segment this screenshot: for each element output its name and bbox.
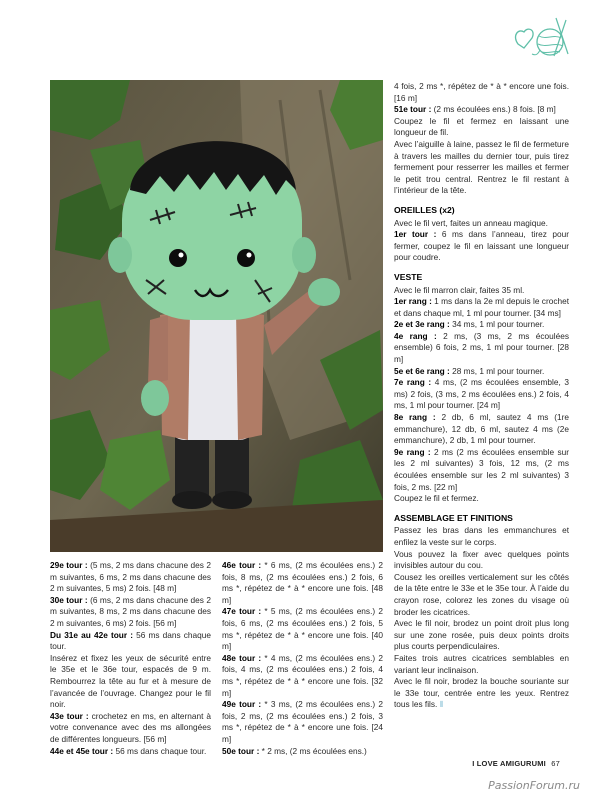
row-label: 4e rang : [394, 330, 437, 341]
row-instructions: 56 ms dans chaque tour. [113, 745, 207, 756]
row-label: 49e tour : [222, 699, 262, 710]
instruction-paragraph: Cousez les oreilles verticalement sur les côtés de la tête entre le 33e et le 35e tour. À l’aide du crayon rose, colorez les zones du visage où broder les cicatrices. [394, 571, 569, 617]
instruction-paragraph: Coupez le fil et fermez en laissant une longueur de fil. [394, 115, 569, 138]
instruction-paragraph: Passez les bras dans les emmanchures et enfilez la veste sur le corps. [394, 525, 569, 547]
instruction-paragraph: Avec le fil noir, brodez la bouche souriante sur le 33e tour, centrée entre les yeux. Rentrez tous les fils. ⦀ [394, 676, 569, 710]
pattern-row [394, 331, 569, 366]
amigurumi-photo [50, 80, 383, 552]
instruction-paragraph: Coupez le fil et fermez. [394, 493, 479, 504]
pattern-row [50, 595, 211, 630]
row-instructions: 56 ms dans chaque tour. [50, 629, 211, 652]
row-instructions: * 3 ms, (2 ms écoulées ens.) 2 fois, 2 ms, (2 ms écoulées ens.) 2 fois, 3 ms *, répétez de * à * encore une fois. [24 m] [222, 699, 383, 744]
pattern-row [50, 560, 211, 595]
pattern-row [394, 296, 569, 319]
page-footer [472, 759, 560, 768]
section-heading: ASSEMBLAGE ET FINITIONS [394, 512, 513, 523]
instruction-paragraph: Insérez et fixez les yeux de sécurité entre le 35e et le 36e tour, espacés de 9 m. Rembourrez la tête au fur et à mesure de l’avancée de l’ouvrage. Changez pour le fil noir. [50, 652, 211, 710]
row-label: 5e et 6e rang : [394, 365, 450, 376]
pattern-row [394, 366, 569, 378]
pattern-row [222, 606, 383, 652]
page-number: 67 [551, 759, 560, 768]
instruction-paragraph: Vous pouvez la fixer avec quelques points invisibles autour du cou. [394, 548, 569, 571]
pattern-row [394, 319, 569, 331]
section-heading: OREILLES (x2) [394, 204, 455, 215]
pattern-column-bottom-left [50, 560, 211, 757]
row-instructions: 4 ms, (2 ms écoulées ensemble, 3 ms) 2 fois, (3 ms, 2 ms écoulées ens.) 2 fois, 4 ms, 1 ml pour tourner. [24 m] [394, 377, 569, 411]
row-label: 44e et 45e tour : [50, 745, 114, 756]
instruction-paragraph: Avec le fil marron clair, faites 35 ml. [394, 284, 525, 295]
row-label: 9e rang : [394, 446, 431, 457]
row-instructions: 2 ms (2 ms écoulées ensemble sur les 2 ml suivantes) 3 fois, 12 ms, (2 ms écoulées ensemble sur les 2 ml suivantes) 3 fois, 2 ms. [22 m] [394, 446, 569, 492]
instruction-paragraph: Avec le fil vert, faites un anneau magique. [394, 217, 548, 228]
site-watermark: PassionForum.ru [488, 779, 580, 792]
end-of-article-icon: ⦀ [437, 700, 444, 710]
row-label: 50e tour : [222, 745, 260, 756]
row-instructions: (5 ms, 2 ms dans chacune des 2 m suivantes, 6 ms, 2 ms dans chacune des 2 m suivantes, 5 ms) 2 fois. [48 m] [50, 560, 211, 594]
section-heading: VESTE [394, 271, 423, 282]
magazine-name: I LOVE AMIGURUMI [472, 759, 546, 768]
instruction-paragraph: 4 fois, 2 ms *, répétez de * à * encore une fois. [16 m] [394, 81, 569, 103]
row-label: 29e tour : [50, 560, 88, 570]
pattern-column-bottom-middle [222, 560, 383, 757]
paragraph-gap [394, 197, 569, 205]
frankenstein-amigurumi-illustration [50, 80, 383, 552]
row-label: 48e tour : [222, 652, 262, 663]
pattern-row [50, 630, 211, 653]
row-instructions: 2 ms, (3 ms, 2 ms écoulées ensemble) 6 fois, 2 ms, 1 ml pour tourner. [28 m] [394, 330, 569, 365]
row-instructions: * 5 ms, (2 ms écoulées ens.) 2 fois, 6 ms, (2 ms écoulées ens.) 2 fois, 5 ms *, répétez de * à * encore une fois. [40 m] [222, 606, 383, 652]
instruction-paragraph: Avec le fil noir, brodez un point droit plus long sur une zone rosée, puis deux points droits plus courts perpendiculaires. [394, 618, 569, 652]
row-label: 30e tour : [50, 594, 88, 605]
pattern-row [222, 653, 383, 699]
row-label: Du 31e au 42e tour : [50, 629, 133, 640]
row-label: 43e tour : [50, 710, 89, 721]
row-label: 47e tour : [222, 606, 262, 617]
paragraph-gap [394, 264, 569, 272]
pattern-row [222, 746, 383, 758]
row-instructions: 28 ms, 1 ml pour tourner. [449, 365, 545, 376]
row-label: 7e rang : [394, 377, 432, 388]
pattern-row [394, 377, 569, 412]
row-instructions: 34 ms, 1 ml pour tourner. [449, 319, 545, 330]
row-label: 8e rang : [394, 412, 436, 423]
row-instructions: * 4 ms, (2 ms écoulées ens.) 2 fois, 4 ms, (2 ms écoulées ens.) 2 fois, 4 ms *, répétez de * à * encore une fois. [32 m] [222, 652, 383, 698]
row-instructions: (6 ms, 2 ms dans chacune des 2 m suivantes, 8 ms, 2 ms dans chacune des 2 m suivantes, 6 ms) 2 fois. [56 m] [50, 594, 211, 628]
row-label: 46e tour : [222, 560, 262, 570]
pattern-row [394, 412, 569, 447]
pattern-row [222, 560, 383, 606]
pattern-row [394, 447, 569, 493]
row-label: 1er rang : [394, 296, 432, 307]
pattern-row [50, 711, 211, 746]
row-instructions: 1 ms dans la 2e ml depuis le crochet et dans chaque ml, 1 ml pour tourner. [34 ms] [394, 296, 570, 318]
row-instructions: 2 db, 6 ml, sautez 4 ms (1re emmanchure), 12 db, 6 ml, sautez 4 ms (2e emmanchure), 2 db, 1 ml pour tourner. [394, 412, 569, 446]
row-instructions: (2 ms écoulées ens.) 8 fois. [8 m] [431, 104, 556, 115]
row-instructions: 6 ms dans l’anneau, tirez pour fermer, coupez le fil en laissant une longueur pour coudre. [394, 229, 569, 263]
row-instructions: * 6 ms, (2 ms écoulées ens.) 2 fois, 8 ms, (2 ms écoulées ens.) 2 fois, 6 ms *, répétez de * à * encore une fois. [48 m] [222, 560, 383, 605]
pattern-row [394, 104, 569, 116]
instruction-paragraph: Faites trois autres cicatrices semblables en variant leur inclinaison. [394, 652, 569, 675]
row-label: 51e tour : [394, 104, 432, 115]
pattern-column-right [394, 81, 569, 711]
row-label: 2e et 3e rang : [394, 319, 450, 330]
row-label: 1er tour : [394, 229, 437, 240]
pattern-row [222, 699, 383, 745]
row-instructions: crochetez en ms, en alternant à votre convenance avec des ms allongées de différentes longueurs. [56 m] [50, 710, 211, 744]
row-instructions: * 2 ms, (2 ms écoulées ens.) [259, 745, 367, 756]
yarn-heart-logo-icon [510, 14, 574, 62]
paragraph-gap [394, 505, 569, 513]
pattern-row [394, 229, 569, 264]
pattern-row [50, 746, 211, 758]
instruction-paragraph: Avec l’aiguille à laine, passez le fil de fermeture à travers les mailles du dernier tour, puis tirez fermement pour resserrer les mailles et fermer le petit trou central. Rentrez le fil restant à l’intérieur de la tête. [394, 138, 569, 196]
